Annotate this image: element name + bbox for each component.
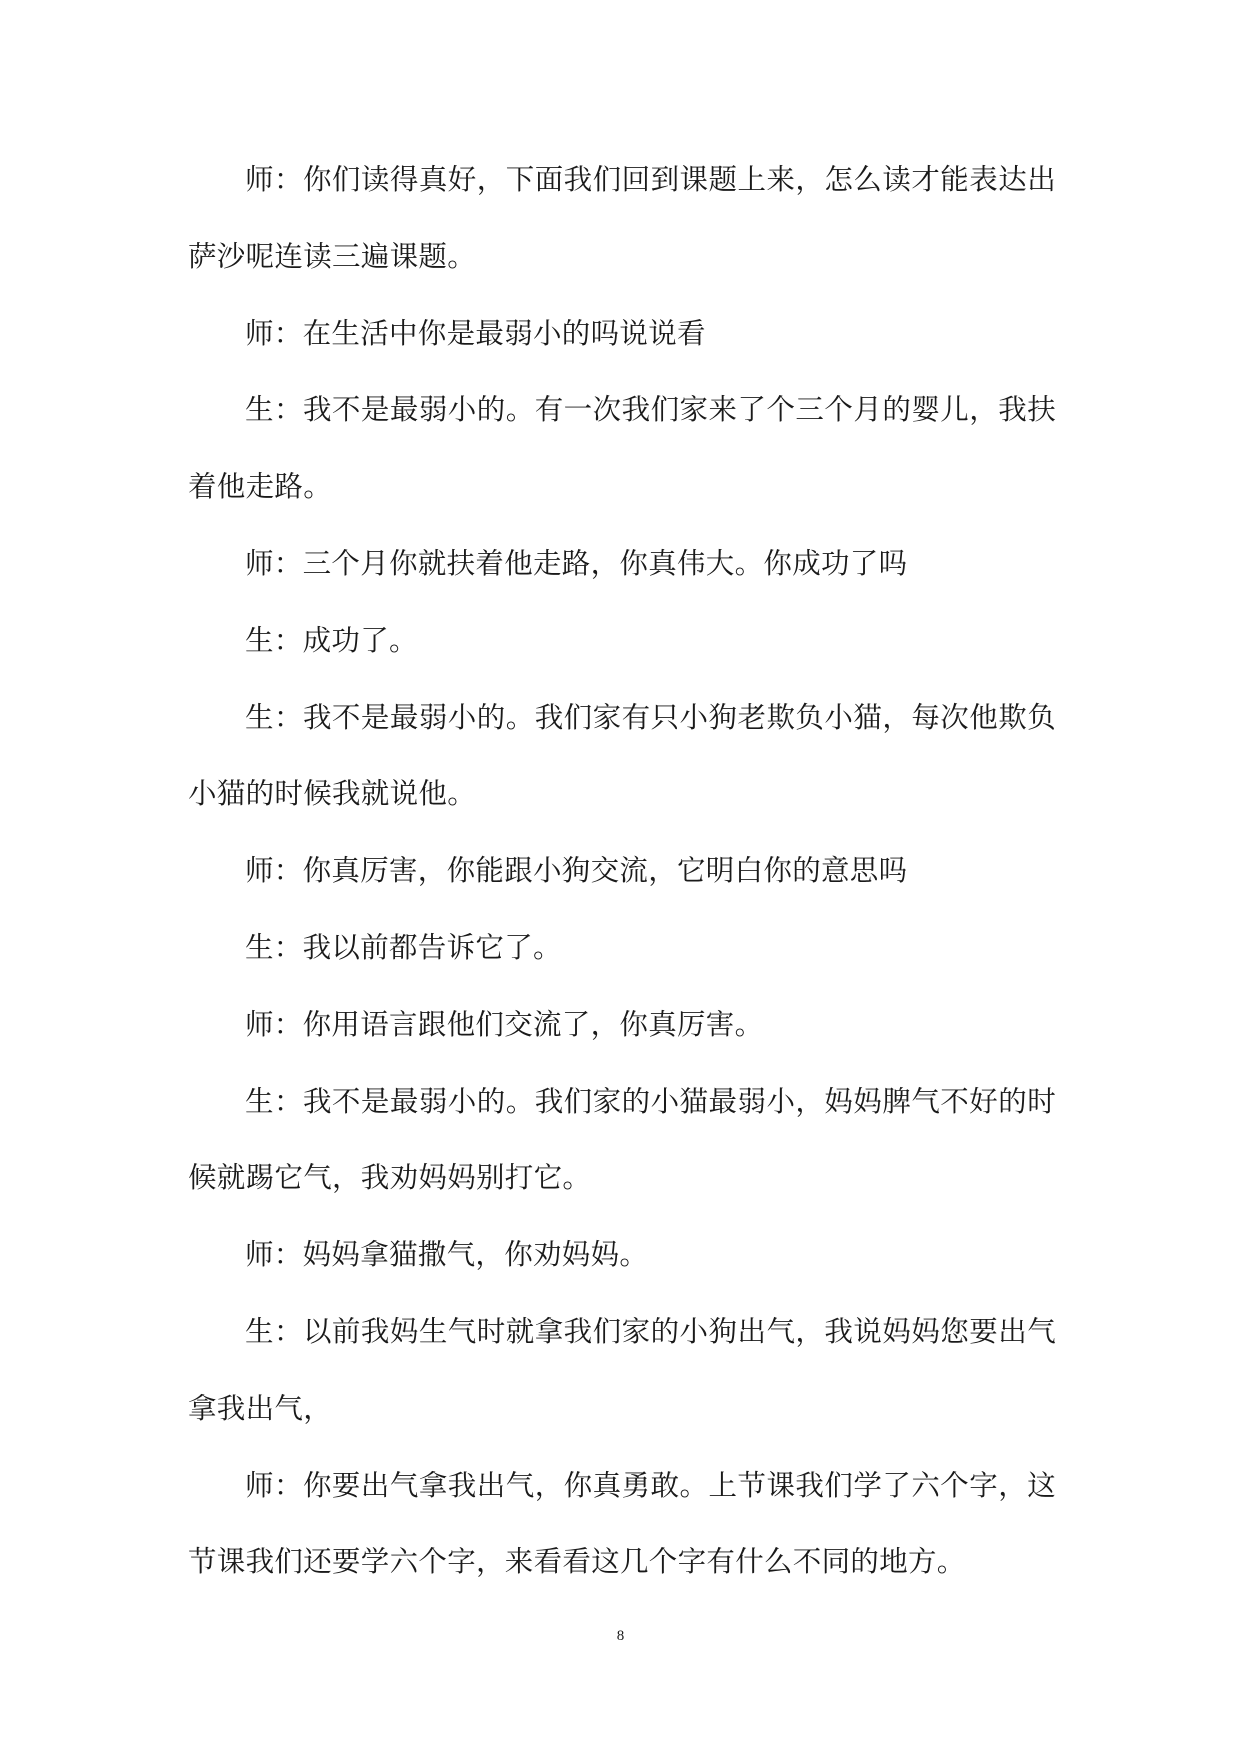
paragraph: 生：我不是最弱小的。有一次我们家来了个三个月的婴儿，我扶着他走路。 (188, 393, 1056, 504)
paragraph: 师：妈妈拿猫撒气，你劝妈妈。 (245, 1238, 649, 1272)
paragraph: 师：你真厉害，你能跟小狗交流，它明白你的意思吗 (245, 854, 908, 888)
paragraph: 生：我不是最弱小的。我们家的小猫最弱小，妈妈脾气不好的时候就踢它气，我劝妈妈别打它。 (188, 1084, 1056, 1195)
paragraph: 生：以前我妈生气时就拿我们家的小狗出气，我说妈妈您要出气拿我出气， (188, 1314, 1056, 1425)
paragraph: 生：我以前都告诉它了。 (245, 930, 562, 964)
paragraph: 师：你要出气拿我出气，你真勇敢。上节课我们学了六个字，这节课我们还要学六个字，来看看这几个字有什么不同的地方。 (188, 1468, 1056, 1579)
paragraph: 师：你们读得真好，下面我们回到课题上来，怎么读才能表达出萨沙呢连读三遍课题。 (188, 163, 1056, 273)
paragraph: 生：成功了。 (245, 623, 418, 657)
page-number: 8 (616, 1628, 625, 1644)
paragraph: 生：我不是最弱小的。我们家有只小狗老欺负小猫，每次他欺负小猫的时候我就说他。 (188, 700, 1056, 811)
paragraph: 师：你用语言跟他们交流了，你真厉害。 (245, 1007, 764, 1041)
paragraph: 师：三个月你就扶着他走路，你真伟大。你成功了吗 (245, 546, 908, 580)
paragraph: 师：在生活中你是最弱小的吗说说看 (245, 316, 706, 350)
body-text (188, 142, 1056, 1601)
